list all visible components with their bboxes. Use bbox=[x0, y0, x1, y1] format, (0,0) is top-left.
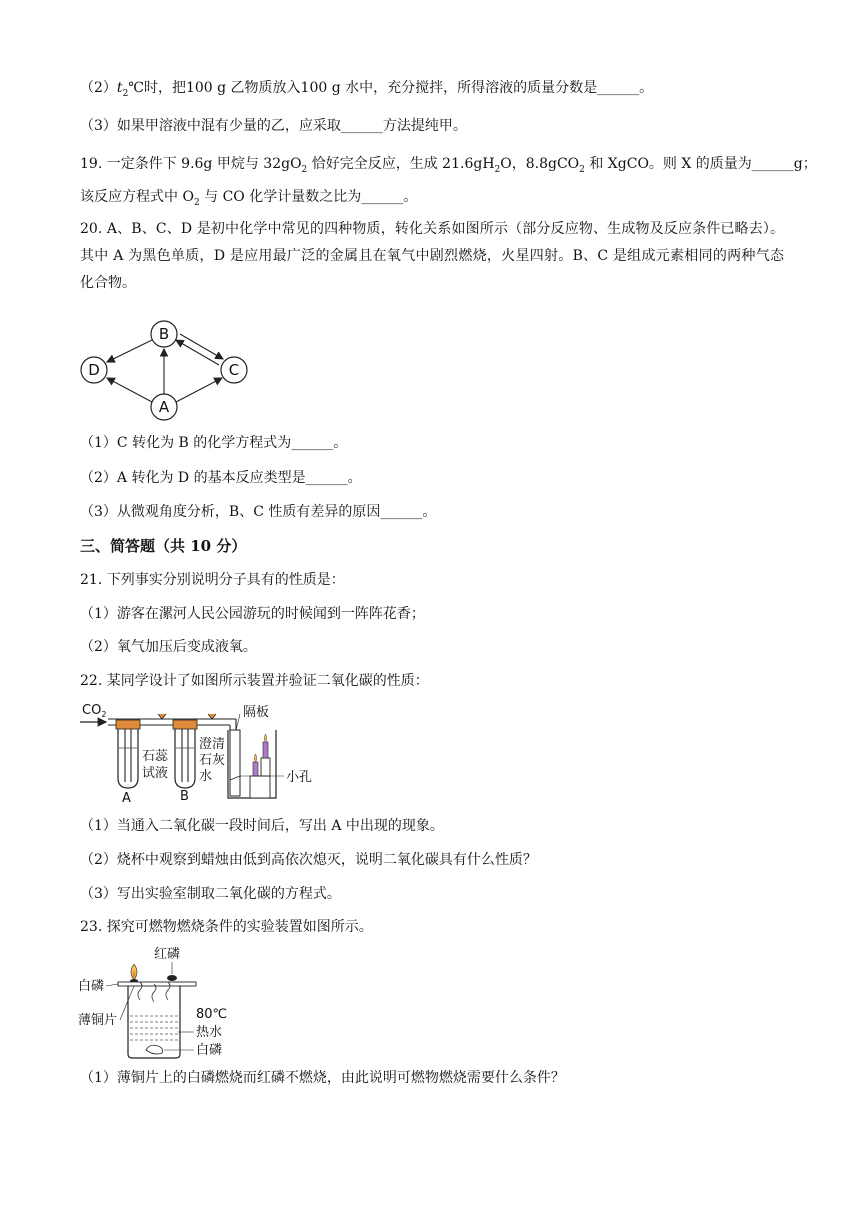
white-phosphorus-bottom-label: 白磷 bbox=[196, 1043, 223, 1058]
test-tube-b bbox=[175, 724, 195, 788]
q18-temp-subscript: 2 bbox=[122, 88, 129, 99]
copper-sheet bbox=[118, 982, 196, 986]
q19-text-c: O，8.8gCO bbox=[500, 156, 580, 172]
temperature-label: 80℃ bbox=[196, 1007, 228, 1022]
q19-text-d: 和 XgCO。则 X 的质量为______g； bbox=[584, 156, 817, 172]
copper-sheet-label: 薄铜片 bbox=[78, 1013, 118, 1028]
q21-part1: （1）游客在漯河人民公园游玩的时候闻到一阵阵花香； bbox=[80, 606, 425, 622]
limewater-label-3: 水 bbox=[199, 769, 213, 784]
candle-high bbox=[263, 742, 268, 758]
q22-part2: （2）烧杯中观察到蜡烛由低到高依次熄灭，说明二氧化碳具有什么性质？ bbox=[80, 852, 537, 868]
partition-label: 隔板 bbox=[243, 705, 270, 720]
q20-part3: （3）从微观角度分析，B、C 性质有差异的原因______。 bbox=[80, 504, 437, 520]
q18-part2-prefix: （2） bbox=[80, 80, 117, 96]
clip-1 bbox=[158, 714, 166, 719]
stopper-b bbox=[173, 720, 197, 729]
q23-stem: 23. 探究可燃物燃烧条件的实验装置如图所示。 bbox=[80, 919, 373, 935]
q20-part1: （1）C 转化为 B 的化学方程式为______。 bbox=[80, 435, 348, 451]
red-phosphorus bbox=[167, 975, 177, 981]
node-a-label: A bbox=[158, 398, 170, 416]
limewater-label-2: 石灰 bbox=[199, 753, 226, 768]
q19-text-b: 恰好完全反应，生成 21.6gH bbox=[307, 156, 495, 172]
q18-part2 bbox=[80, 78, 653, 98]
white-phosphorus-top-label: 白磷 bbox=[78, 979, 105, 994]
node-b-label: B bbox=[158, 325, 170, 343]
candle-low bbox=[253, 762, 258, 776]
stopper-a bbox=[116, 720, 140, 729]
node-d-label: D bbox=[88, 361, 100, 379]
limewater-label-1: 澄清 bbox=[199, 737, 226, 752]
arrow-b-to-d bbox=[107, 340, 152, 362]
q20-part2: （2）A 转化为 D 的基本反应类型是______。 bbox=[80, 470, 362, 486]
clip-2 bbox=[208, 714, 216, 719]
q22-stem: 22. 某同学设计了如图所示装置并验证二氧化碳的性质： bbox=[80, 673, 429, 689]
q22-part1: （1）当通入二氧化碳一段时间后，写出 A 中出现的现象。 bbox=[80, 818, 444, 834]
q19-sub-c: 2 bbox=[579, 164, 585, 175]
q23-figure bbox=[78, 940, 258, 1062]
q19-sub-a: 2 bbox=[301, 164, 308, 175]
q21-stem: 21. 下列事实分别说明分子具有的性质是： bbox=[80, 572, 345, 588]
q21-part2: （2）氧气加压后变成液氧。 bbox=[80, 639, 257, 655]
q20-diagram bbox=[76, 314, 266, 426]
q23-part1: （1）薄铜片上的白磷燃烧而红磷不燃烧，由此说明可燃物燃烧需要什么条件？ bbox=[80, 1070, 565, 1086]
q22-figure bbox=[78, 700, 328, 806]
hole-label: 小孔 bbox=[286, 770, 313, 785]
q19-line1 bbox=[80, 154, 817, 174]
white-phosphorus-underwater bbox=[146, 1045, 163, 1054]
tube-a-label: A bbox=[122, 791, 131, 806]
q19-l2-text-b: 与 CO 化学计量数之比为______。 bbox=[199, 189, 418, 205]
arrow-a-to-c bbox=[176, 378, 222, 402]
section3-heading: 三、简答题（共 10 分） bbox=[80, 537, 247, 555]
red-phosphorus-label: 红磷 bbox=[154, 947, 181, 962]
arrow-a-to-d bbox=[107, 378, 152, 402]
litmus-label-1: 石蕊 bbox=[142, 749, 169, 764]
q19-line2 bbox=[80, 187, 417, 207]
q20-stem: 20. A、B、C、D 是初中化学中常见的四种物质，转化关系如图所示（部分反应物、生成物及反应条件已略去）。其中 A 为黑色单质，D 是应用最广泛的金属且在氧气中剧烈燃烧，火星四射。B、C 是组成元素相同的两种气态化合物。 bbox=[80, 221, 784, 291]
q19-sub-b: 2 bbox=[494, 164, 501, 175]
q18-part2-text: ℃时，把100 g 乙物质放入100 g 水中，充分搅拌，所得溶液的质量分数是______。 bbox=[128, 80, 654, 96]
node-c-label: C bbox=[228, 361, 240, 379]
q22-part3: （3）写出实验室制取二氧化碳的方程式。 bbox=[80, 886, 341, 902]
q19-l2-text-a: 该反应方程式中 O bbox=[80, 189, 194, 205]
partition-board bbox=[230, 730, 240, 796]
q19-text-a: 19. 一定条件下 9.6g 甲烷与 32gO bbox=[80, 156, 302, 172]
q19-l2-sub: 2 bbox=[193, 197, 200, 208]
q18-part3: （3）如果甲溶液中混有少量的乙，应采取______方法提纯甲。 bbox=[80, 118, 467, 134]
litmus-label-2: 试液 bbox=[142, 766, 169, 781]
tube-b-label: B bbox=[180, 789, 189, 804]
q18-temp-symbol: t bbox=[116, 80, 123, 96]
co2-label: $CO_2$ bbox=[82, 703, 107, 719]
hot-water-label: 热水 bbox=[196, 1025, 223, 1040]
test-tube-a bbox=[118, 724, 138, 788]
